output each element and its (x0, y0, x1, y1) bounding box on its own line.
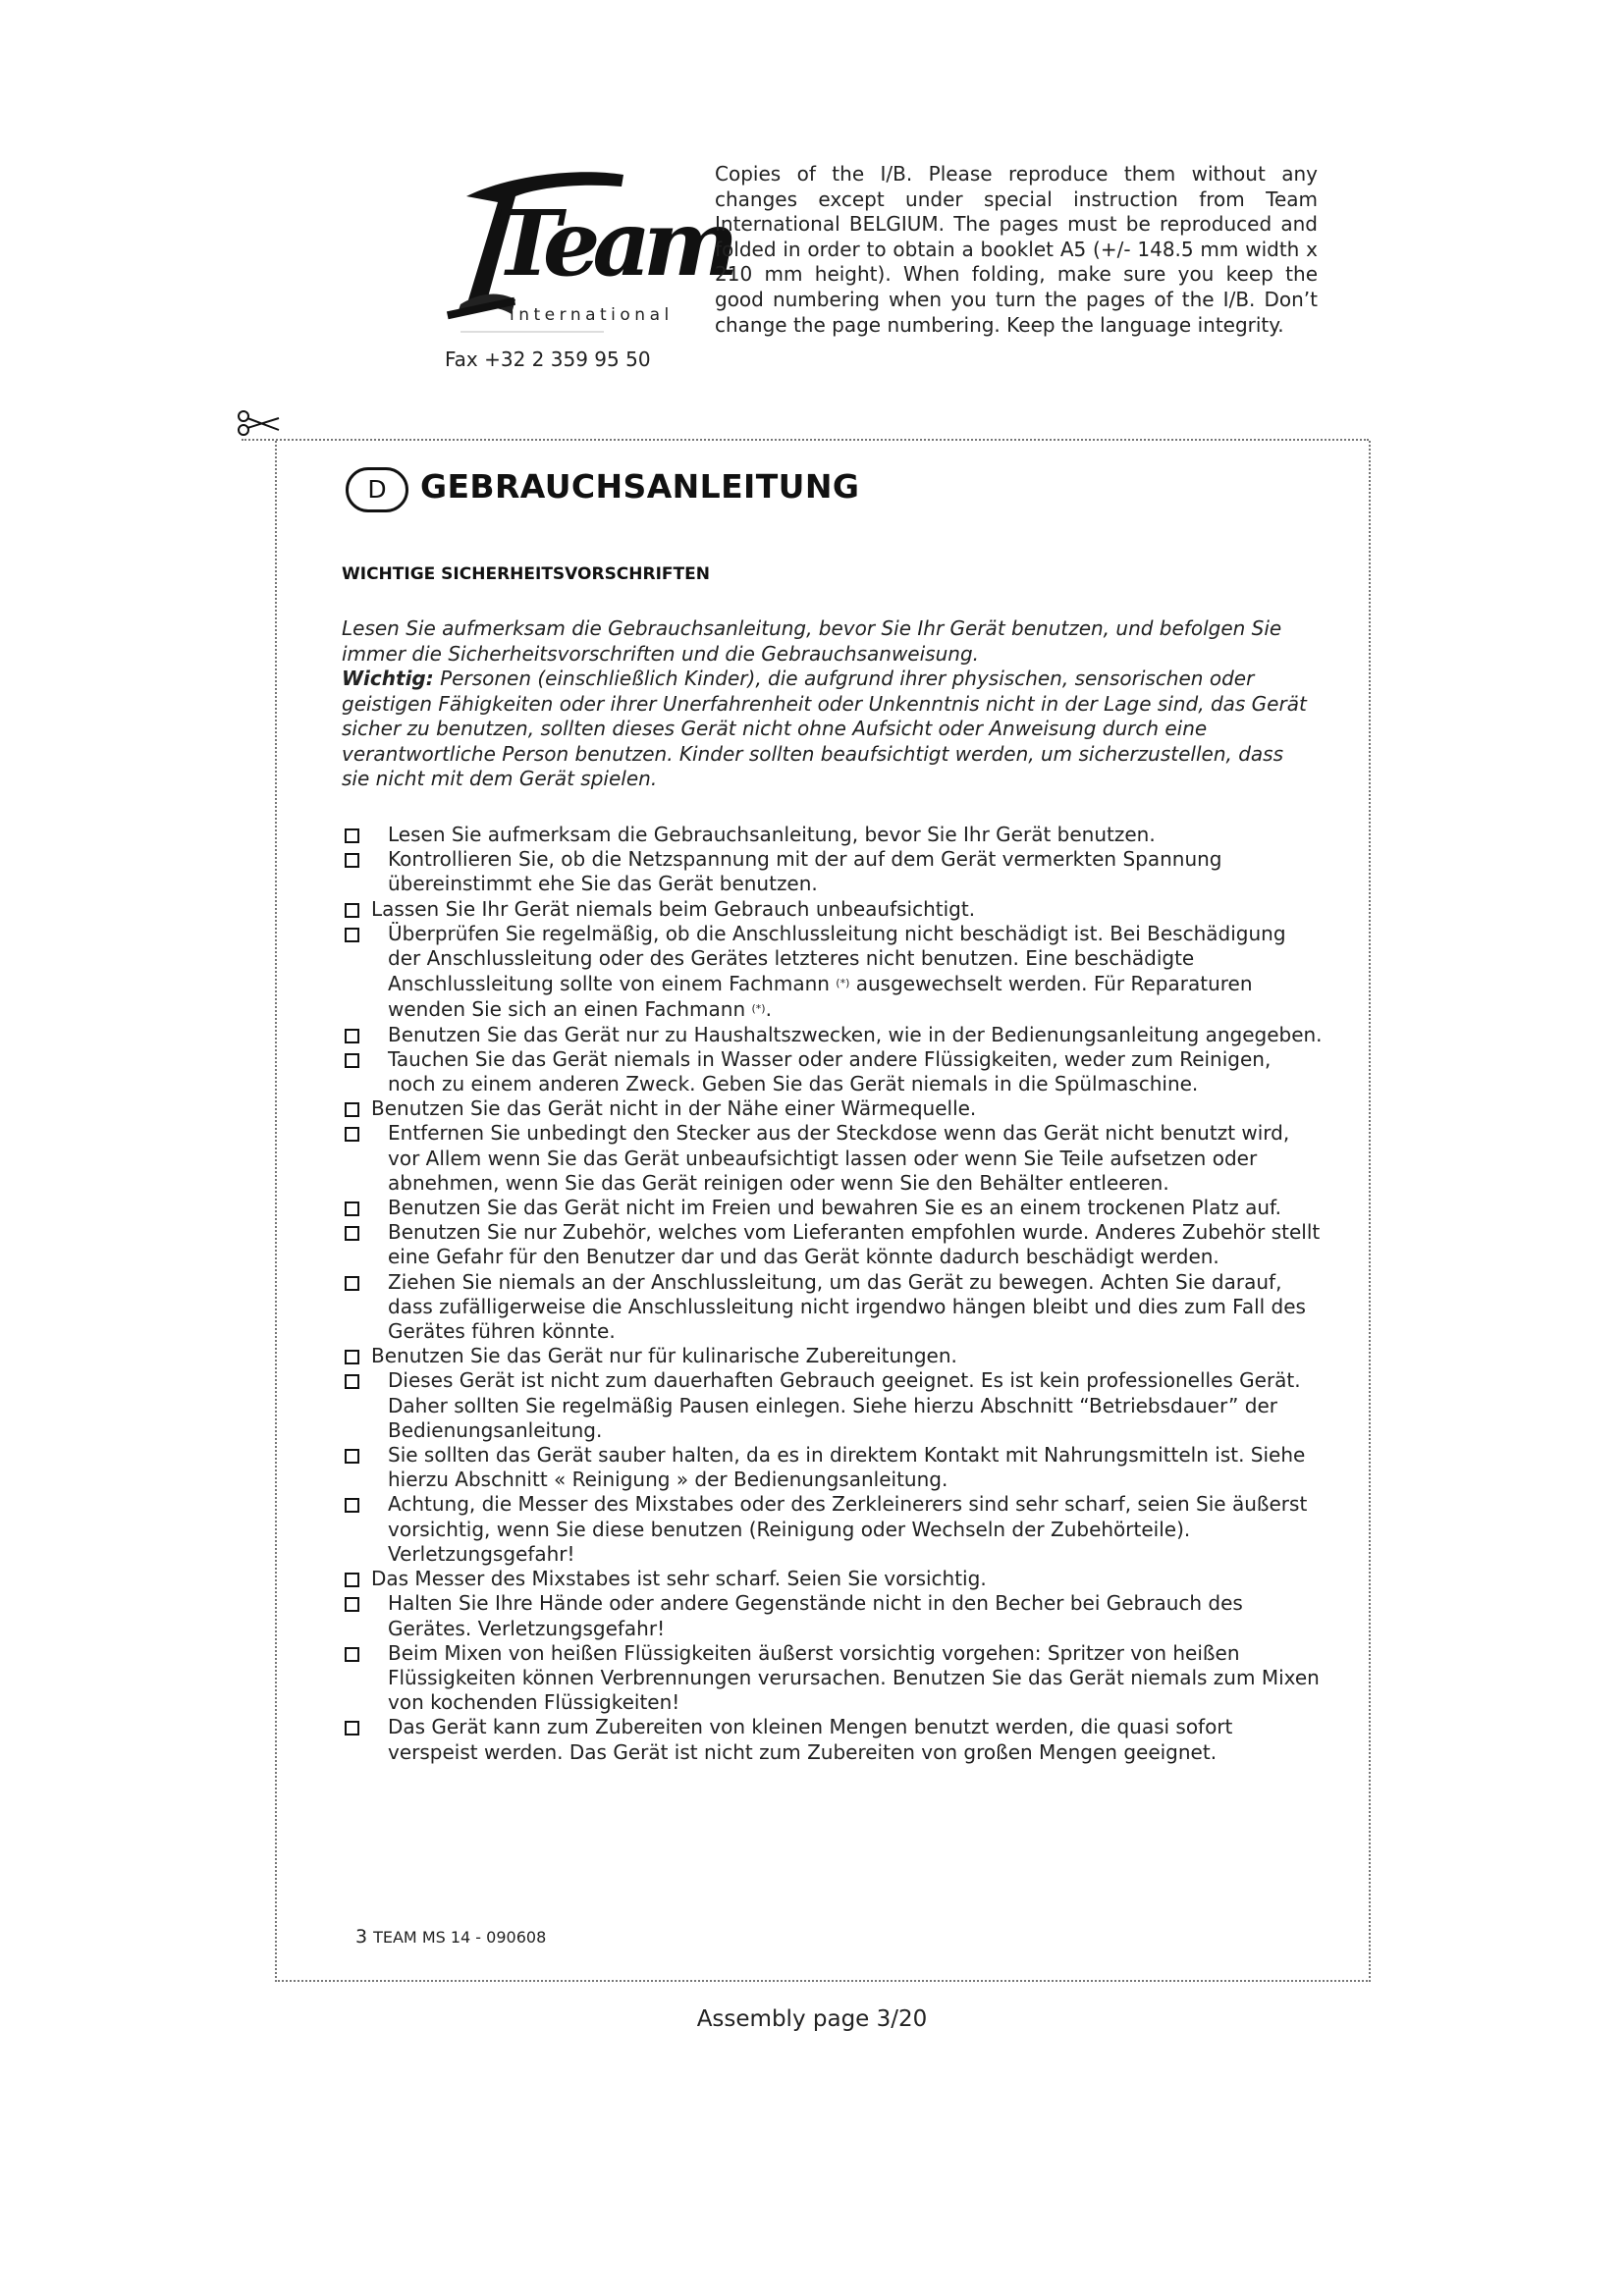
language-badge: D (346, 467, 408, 512)
checkbox-bullet-icon (345, 1029, 359, 1043)
list-item: Sie sollten das Gerät sauber halten, da es in direktem Kontakt mit Nahrungsmitteln ist. Siehe hierzu Abschnitt « Reinigung » der Bedienungsanleitung. (342, 1443, 1324, 1492)
list-item: Überprüfen Sie regelmäßig, ob die Anschlussleitung nicht beschädigt ist. Bei Beschädigung der Anschlussleitung oder des Gerätes letzteres nicht benutzen. Eine beschädigte Anschlussleitung sollte von einem Fachmann (*) ausgewechselt werden. Für Reparaturen wenden Sie sich an einen Fachmann (*). (342, 922, 1324, 1023)
page-number: 3 (355, 1926, 368, 1948)
section-heading: WICHTIGE SICHERHEITSVORSCHRIFTEN (342, 564, 710, 584)
list-item: Achtung, die Messer des Mixstabes oder des Zerkleinerers sind sehr scharf, seien Sie äußerst vorsichtig, wenn Sie diese benutzen (Reinigung oder Wechseln der Zubehörteile). Verletzungsgefahr! (342, 1492, 1324, 1567)
list-item: Das Gerät kann zum Zubereiten von kleinen Mengen benutzt werden, die quasi sofort verspeist werden. Das Gerät ist nicht zum Zubereiten von großen Mengen geeignet. (342, 1715, 1324, 1764)
fax-number: Fax +32 2 359 95 50 (445, 347, 651, 371)
list-item: Benutzen Sie das Gerät nur zu Haushaltszwecken, wie in der Bedienungsanleitung angegeben. (342, 1023, 1324, 1047)
list-item: Benutzen Sie nur Zubehör, welches vom Lieferanten empfohlen wurde. Anderes Zubehör stellt eine Gefahr für den Benutzer dar und das Gerät könnte dadurch beschädigt werden. (342, 1220, 1324, 1269)
checkbox-bullet-icon (345, 1276, 359, 1291)
checkbox-bullet-icon (345, 1350, 359, 1364)
team-international-logo (427, 157, 731, 339)
list-item: Lassen Sie Ihr Gerät niemals beim Gebrauch unbeaufsichtigt. (342, 897, 1324, 922)
document-title: GEBRAUCHSANLEITUNG (420, 467, 860, 506)
list-item: Entfernen Sie unbedingt den Stecker aus der Steckdose wenn das Gerät nicht benutzt wird, vor Allem wenn Sie das Gerät unbeaufsichtigt lassen oder wenn Sie Teile aufsetzen oder abnehmen, wenn Sie das Gerät reinigen oder wenn Sie den Behälter entleeren. (342, 1121, 1324, 1196)
logo-subtext: international (510, 305, 674, 325)
checkbox-bullet-icon (345, 1573, 359, 1587)
checkbox-bullet-icon (345, 828, 359, 843)
assembly-page-label: Assembly page 3/20 (696, 2006, 928, 2032)
checkbox-bullet-icon (345, 1647, 359, 1662)
warning-text: Personen (einschließlich Kinder), die aufgrund ihrer physischen, sensorischen oder geistigen Fähigkeiten oder ihrer Unerfahrenheit oder Unkenntnis nicht in der Lage sind, das Gerät sicher zu benutzen, sollten dieses Gerät nicht ohne Aufsicht oder Anweisung durch eine verantwortliche Person benutzen. Kinder sollten beaufsichtigt werden, um sicherzustellen, dass sie nicht mit dem Gerät spielen. (342, 667, 1307, 790)
list-item: Lesen Sie aufmerksam die Gebrauchsanleitung, bevor Sie Ihr Gerät benutzen. (342, 823, 1324, 847)
list-item: Beim Mixen von heißen Flüssigkeiten äußerst vorsichtig vorgehen: Spritzer von heißen Flüssigkeiten können Verbrennungen verursachen. Benutzen Sie das Gerät niemals zum Mixen von kochenden Flüssigkeiten! (342, 1641, 1324, 1716)
reproduction-note: Copies of the I/B. Please reproduce them without any changes except under special instruction from Team International BELGIUM. The pages must be reproduced and folded in order to obtain a booklet A5 (+/- 148.5 mm width x 210 mm height). When folding, make sure you keep the good numbering when you turn the pages of the I/B. Don’t change the page numbering. Keep the language integrity. (715, 162, 1318, 337)
checkbox-bullet-icon (345, 928, 359, 942)
intro-paragraph: Lesen Sie aufmerksam die Gebrauchsanleitung, bevor Sie Ihr Gerät benutzen, und befolgen Sie immer die Sicherheitsvorschriften und die Gebrauchsanweisung. (342, 616, 1282, 666)
list-item: Benutzen Sie das Gerät nicht in der Nähe einer Wärmequelle. (342, 1096, 1324, 1121)
checkbox-bullet-icon (345, 1201, 359, 1216)
scissors-icon (236, 410, 281, 436)
intro-text (342, 616, 1314, 792)
list-item: Dieses Gerät ist nicht zum dauerhaften Gebrauch geeignet. Es ist kein professionelles Gerät. Daher sollten Sie regelmäßig Pausen einlegen. Siehe hierzu Abschnitt “Betriebsdauer” der Bedienungsanleitung. (342, 1368, 1324, 1443)
checkbox-bullet-icon (345, 1597, 359, 1612)
checkbox-bullet-icon (345, 1449, 359, 1464)
logo-wordmark: Team (494, 190, 731, 296)
checkbox-bullet-icon (345, 1374, 359, 1389)
list-item: Das Messer des Mixstabes ist sehr scharf. Seien Sie vorsichtig. (342, 1567, 1324, 1591)
checkbox-bullet-icon (345, 1498, 359, 1513)
list-item: Tauchen Sie das Gerät niemals in Wasser oder andere Flüssigkeiten, weder zum Reinigen, noch zu einem anderen Zweck. Geben Sie das Gerät niemals in die Spülmaschine. (342, 1047, 1324, 1096)
list-item: Kontrollieren Sie, ob die Netzspannung mit der auf dem Gerät vermerkten Spannung übereinstimmt ehe Sie das Gerät benutzen. (342, 847, 1324, 896)
warning-label: Wichtig: (342, 667, 434, 690)
document-code: TEAM MS 14 - 090608 (373, 1928, 547, 1947)
checkbox-bullet-icon (345, 903, 359, 918)
checkbox-bullet-icon (345, 1102, 359, 1117)
list-item: Ziehen Sie niemals an der Anschlussleitung, um das Gerät zu bewegen. Achten Sie darauf, dass zufälligerweise die Anschlussleitung nicht irgendwo hängen bleibt und dies zum Fall des Gerätes führen könnte. (342, 1270, 1324, 1345)
checkbox-bullet-icon (345, 1226, 359, 1241)
list-item: Benutzen Sie das Gerät nicht im Freien und bewahren Sie es an einem trockenen Platz auf. (342, 1196, 1324, 1220)
list-item: Benutzen Sie das Gerät nur für kulinarische Zubereitungen. (342, 1344, 1324, 1368)
checkbox-bullet-icon (345, 1053, 359, 1068)
page-footer (355, 1926, 546, 1948)
warning-paragraph (342, 667, 1314, 792)
safety-rules-list (342, 823, 1324, 1765)
footnote-mark: (*) (751, 1002, 766, 1016)
checkbox-bullet-icon (345, 1127, 359, 1142)
footnote-mark: (*) (836, 977, 850, 990)
list-item: Halten Sie Ihre Hände oder andere Gegenstände nicht in den Becher bei Gebrauch des Gerätes. Verletzungsgefahr! (342, 1591, 1324, 1640)
checkbox-bullet-icon (345, 853, 359, 868)
checkbox-bullet-icon (345, 1721, 359, 1735)
